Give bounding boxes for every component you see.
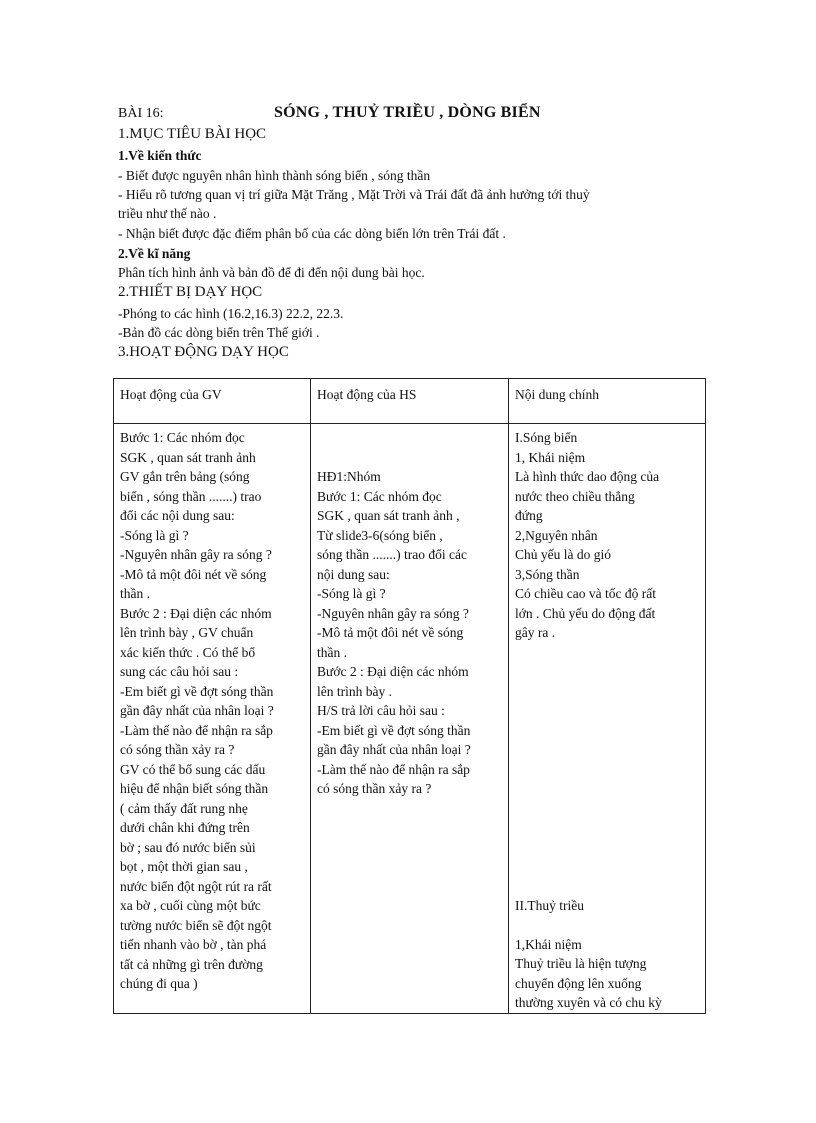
main-content-line: Thuỷ triều là hiện tượng: [515, 956, 647, 971]
main-content-line: II.Thuỷ triều: [515, 897, 584, 913]
main-content-line: nước theo chiều thẳng: [515, 488, 635, 504]
teacher-activity-line: xa bờ , cuối cùng một bức: [120, 898, 261, 913]
knowledge-line: triều như thế nào .: [118, 206, 217, 221]
teacher-activity-line: SGK , quan sát tranh ảnh: [120, 449, 256, 465]
teacher-activity-line: sung các câu hỏi sau :: [120, 664, 239, 679]
skills-heading: 2.Về kĩ năng: [118, 246, 191, 261]
section-objectives-heading: 1.MỤC TIÊU BÀI HỌC: [118, 126, 267, 142]
teacher-activity-line: GV gắn trên bảng (sóng: [120, 469, 250, 484]
student-activity-line: -Làm thế nào để nhận ra sắp: [317, 761, 470, 777]
teacher-activity-line: đổi các nội dung sau:: [120, 508, 235, 523]
main-content-line: thường xuyên và có chu kỳ: [515, 995, 662, 1010]
main-content-cell: [509, 424, 706, 1014]
student-activity-line: thần .: [317, 644, 347, 660]
teacher-activity-line: có sóng thần xảy ra ?: [120, 742, 235, 757]
main-content-line: I.Sóng biển: [515, 430, 578, 445]
student-activity-line: lên trình bày .: [317, 683, 392, 699]
main-content-line: 2,Nguyên nhân: [515, 527, 598, 543]
student-activity-line: -Sóng là gì ?: [317, 586, 386, 601]
main-content-line: 1, Khái niệm: [515, 449, 586, 465]
student-activity-line: SGK , quan sát tranh ảnh ,: [317, 508, 460, 523]
student-activity-line: H/S trả lời câu hỏi sau :: [317, 703, 445, 718]
main-content-line: đứng: [515, 508, 543, 523]
student-activity-line: Bước 1: Các nhóm đọc: [317, 488, 442, 504]
student-activity-line: -Nguyên nhân gây ra sóng ?: [317, 605, 469, 621]
teacher-activity-line: biển , sóng thần .......) trao: [120, 488, 262, 504]
teacher-activity-line: -Em biết gì về đợt sóng thần: [120, 683, 274, 699]
teacher-activity-line: thần .: [120, 586, 150, 601]
skills-line: Phân tích hình ảnh và bản đồ để đi đến nội dung bài học.: [118, 265, 425, 280]
student-activity-line: Bước 2 : Đại diện các nhóm: [317, 664, 469, 679]
teacher-activity-line: -Làm thế nào để nhận ra sắp: [120, 722, 273, 738]
teacher-activity-line: hiệu để nhận biết sóng thần: [120, 781, 269, 796]
equipment-line: -Bản đồ các dòng biển trên Thế giới .: [118, 325, 320, 340]
student-activity-line: -Em biết gì về đợt sóng thần: [317, 722, 471, 738]
teacher-activity-line: tường nước biển sẽ đột ngột: [120, 917, 272, 933]
student-activity-line: gần đây nhất của nhân loại ?: [317, 742, 471, 757]
teacher-activity-line: Bước 1: Các nhóm đọc: [120, 430, 245, 445]
teacher-activity-line: bờ ; sau đó nước biển sủi: [120, 839, 256, 855]
lesson-number: BÀI 16:: [118, 106, 164, 121]
teacher-activity-line: lên trình bày , GV chuẩn: [120, 625, 254, 640]
header-main-content: Nội dung chính: [509, 379, 706, 424]
student-activity-line: HĐ1:Nhóm: [317, 469, 381, 484]
teacher-activity-line: xác kiến thức . Có thể bổ: [120, 644, 256, 660]
cell-spacer: [317, 428, 504, 467]
teacher-activity-line: dưới chân khi đứng trên: [120, 820, 250, 835]
teacher-activity-line: nước biển đột ngột rút ra rất: [120, 878, 272, 894]
main-content-line: 3,Sóng thần: [515, 566, 580, 582]
main-content-line: Là hình thức dao động của: [515, 469, 660, 484]
main-content-line: [515, 915, 701, 935]
student-activity-line: nội dung sau:: [317, 566, 390, 582]
student-activity-line: sóng thần .......) trao đổi các: [317, 547, 467, 562]
main-content-line: lớn . Chủ yếu do động đất: [515, 605, 656, 621]
cell-spacer: [515, 643, 701, 896]
knowledge-line: - Hiểu rõ tương quan vị trí giữa Mặt Trăng , Mặt Trời và Trái đất đã ảnh hưởng tới thuỷ: [118, 187, 590, 202]
teacher-activity-line: gần đây nhất của nhân loại ?: [120, 703, 274, 718]
teacher-activity-line: -Sóng là gì ?: [120, 527, 189, 543]
teacher-activity-line: -Nguyên nhân gây ra sóng ?: [120, 547, 272, 562]
header-student-activity: Hoạt động của HS: [311, 379, 509, 424]
student-activity-line: -Mô tả một đôi nét về sóng: [317, 625, 464, 640]
teacher-activity-line: tất cả những gì trên đường: [120, 956, 263, 972]
main-content-line: chuyển động lên xuống: [515, 975, 642, 991]
knowledge-line: - Nhận biết được đặc điểm phân bố của các dòng biển lớn trên Trái đất .: [118, 226, 506, 241]
section-activities-heading: 3.HOẠT ĐỘNG DẠY HỌC: [118, 344, 289, 360]
main-content-line: Có chiều cao và tốc độ rất: [515, 586, 656, 601]
table-row: [114, 424, 706, 1014]
teacher-activity-line: tiến nhanh vào bờ , tàn phá: [120, 937, 267, 952]
knowledge-heading: 1.Về kiến thức: [118, 148, 202, 163]
equipment-line: -Phóng to các hình (16.2,16.3) 22.2, 22.3.: [118, 306, 344, 321]
teacher-activity-line: ( cảm thấy đất rung nhẹ: [120, 800, 248, 816]
teacher-activity-cell: [114, 424, 311, 1014]
main-content-line: Chủ yếu là do gió: [515, 547, 611, 562]
student-activity-line: có sóng thần xảy ra ?: [317, 781, 432, 796]
activities-table: [113, 378, 706, 1014]
main-content-line: 1,Khái niệm: [515, 936, 582, 952]
section-equipment-heading: 2.THIẾT BỊ DẠY HỌC: [118, 284, 263, 300]
teacher-activity-line: GV có thể bổ sung các dấu: [120, 761, 266, 777]
lesson-title: SÓNG , THUỶ TRIỀU , DÒNG BIỂN: [274, 104, 541, 121]
main-content-line: gây ra .: [515, 625, 556, 640]
teacher-activity-line: Bước 2 : Đại diện các nhóm: [120, 605, 272, 621]
table-header-row: [114, 379, 706, 424]
knowledge-line: - Biết được nguyên nhân hình thành sóng biển , sóng thần: [118, 168, 431, 183]
student-activity-line: Từ slide3-6(sóng biển ,: [317, 527, 443, 543]
teacher-activity-line: bọt , một thời gian sau ,: [120, 859, 248, 874]
student-activity-cell: [311, 424, 509, 1014]
teacher-activity-line: chúng đi qua ): [120, 976, 198, 991]
teacher-activity-line: -Mô tả một đôi nét về sóng: [120, 566, 267, 582]
header-teacher-activity: Hoạt động của GV: [114, 379, 311, 424]
